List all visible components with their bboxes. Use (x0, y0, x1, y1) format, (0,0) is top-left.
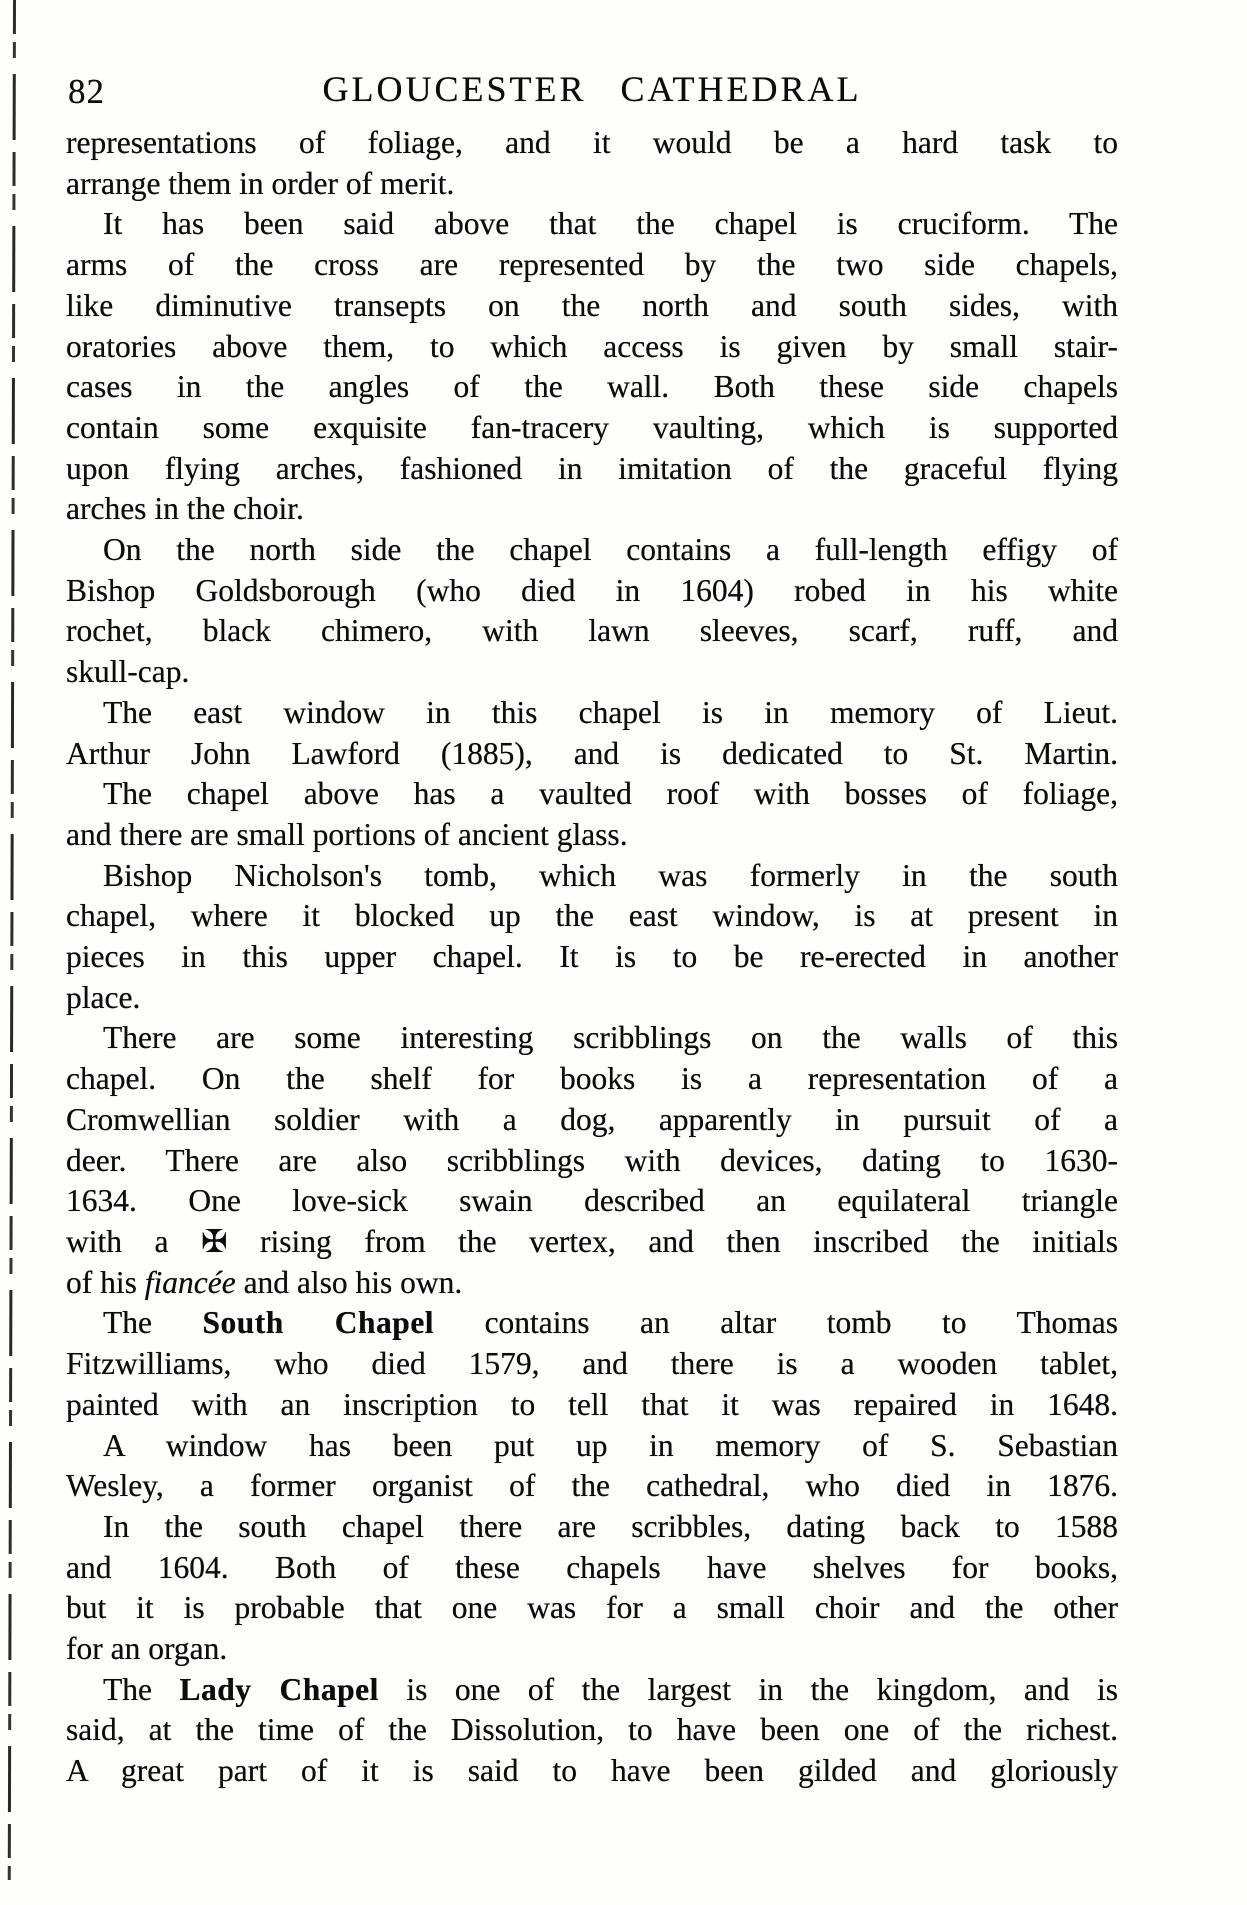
text-segment: The (103, 1305, 203, 1341)
text-line: oratories above them, to which access is given by small stair- (66, 328, 1118, 364)
page-body (66, 123, 1118, 1792)
bold-text: South Chapel (202, 1305, 435, 1341)
text-line: Cromwellian soldier with a dog, apparently in pursuit of a (66, 1101, 1118, 1137)
text-line (66, 1303, 1118, 1344)
text-line: pieces in this upper chapel. It is to be re-erected in another (66, 939, 1118, 975)
text-line: Fitzwilliams, who died 1579, and there is a wooden tablet, (66, 1346, 1118, 1382)
text-line: skull-cap. (66, 654, 190, 690)
text-line: 1634. One love-sick swain described an equilateral triangle (66, 1183, 1118, 1219)
text-line: rochet, black chimero, with lawn sleeves, scarf, ruff, and (66, 613, 1118, 649)
text-line (66, 1263, 1118, 1304)
text-line: cases in the angles of the wall. Both these side chapels (66, 369, 1118, 405)
text-line: It has been said above that the chapel is cruciform. The (103, 206, 1118, 242)
text-line: place. (66, 979, 141, 1015)
text-line: chapel. On the shelf for books is a representation of a (66, 1061, 1118, 1097)
text-line (66, 1670, 1118, 1711)
text-segment: contains an altar tomb to Thomas (434, 1305, 1118, 1341)
text-line: for an organ. (66, 1631, 228, 1667)
text-segment: The (103, 1671, 180, 1707)
binding-edge-artifact (8, 0, 16, 1880)
bold-text: Lady Chapel (179, 1671, 379, 1707)
text-line: A window has been put up in memory of S. Sebastian (103, 1427, 1118, 1463)
page-number: 82 (68, 72, 105, 111)
text-line: The east window in this chapel is in memory of Lieut. (103, 694, 1118, 730)
text-line: representations of foliage, and it would be a hard task to (66, 125, 1118, 160)
text-line: The chapel above has a vaulted roof with bosses of foliage, (103, 776, 1118, 812)
text-line: upon flying arches, fashioned in imitation of the graceful flying (66, 450, 1118, 486)
text-line: painted with an inscription to tell that it was repaired in 1648. (66, 1386, 1118, 1422)
text-line: and there are small portions of ancient glass. (66, 816, 628, 852)
text-line: A great part of it is said to have been gilded and gloriously (66, 1753, 1118, 1789)
text-line: but it is probable that one was for a small choir and the other (66, 1590, 1118, 1626)
text-line: Bishop Nicholson's tomb, which was formerly in the south (103, 857, 1118, 893)
running-title: GLOUCESTER CATHEDRAL (322, 69, 862, 109)
text-line: Arthur John Lawford (1885), and is dedicated to St. Martin. (66, 735, 1118, 771)
text-line: chapel, where it blocked up the east window, is at present in (66, 898, 1118, 934)
text-line: and 1604. Both of these chapels have shelves for books, (66, 1549, 1118, 1585)
text-line: Bishop Goldsborough (who died in 1604) robed in his white (66, 572, 1118, 608)
text-line: contain some exquisite fan-tracery vaulting, which is supported (66, 409, 1118, 445)
text-line: said, at the time of the Dissolution, to have been one of the richest. (66, 1712, 1118, 1748)
text-line: In the south chapel there are scribbles, dating back to 1588 (103, 1508, 1118, 1544)
text-segment: and also his own. (235, 1264, 463, 1300)
text-line: with a ✠ rising from the vertex, and then inscribed the initials (66, 1223, 1118, 1259)
text-segment: is one of the largest in the kingdom, and is (378, 1671, 1118, 1707)
page-header (66, 68, 1118, 114)
text-line: There are some interesting scribblings on the walls of this (103, 1020, 1118, 1056)
text-line: like diminutive transepts on the north and south sides, with (66, 287, 1118, 323)
text-segment: of his (66, 1264, 145, 1300)
text-line: Wesley, a former organist of the cathedral, who died in 1876. (66, 1468, 1118, 1504)
text-line: arches in the choir. (66, 491, 304, 527)
text-line: deer. There are also scribblings with devices, dating to 1630- (66, 1142, 1118, 1178)
italic-text: fiancée (144, 1264, 236, 1300)
text-line: arms of the cross are represented by the two side chapels, (66, 247, 1118, 283)
text-line: On the north side the chapel contains a full-length effigy of (103, 532, 1118, 568)
text-line: arrange them in order of merit. (66, 165, 455, 201)
